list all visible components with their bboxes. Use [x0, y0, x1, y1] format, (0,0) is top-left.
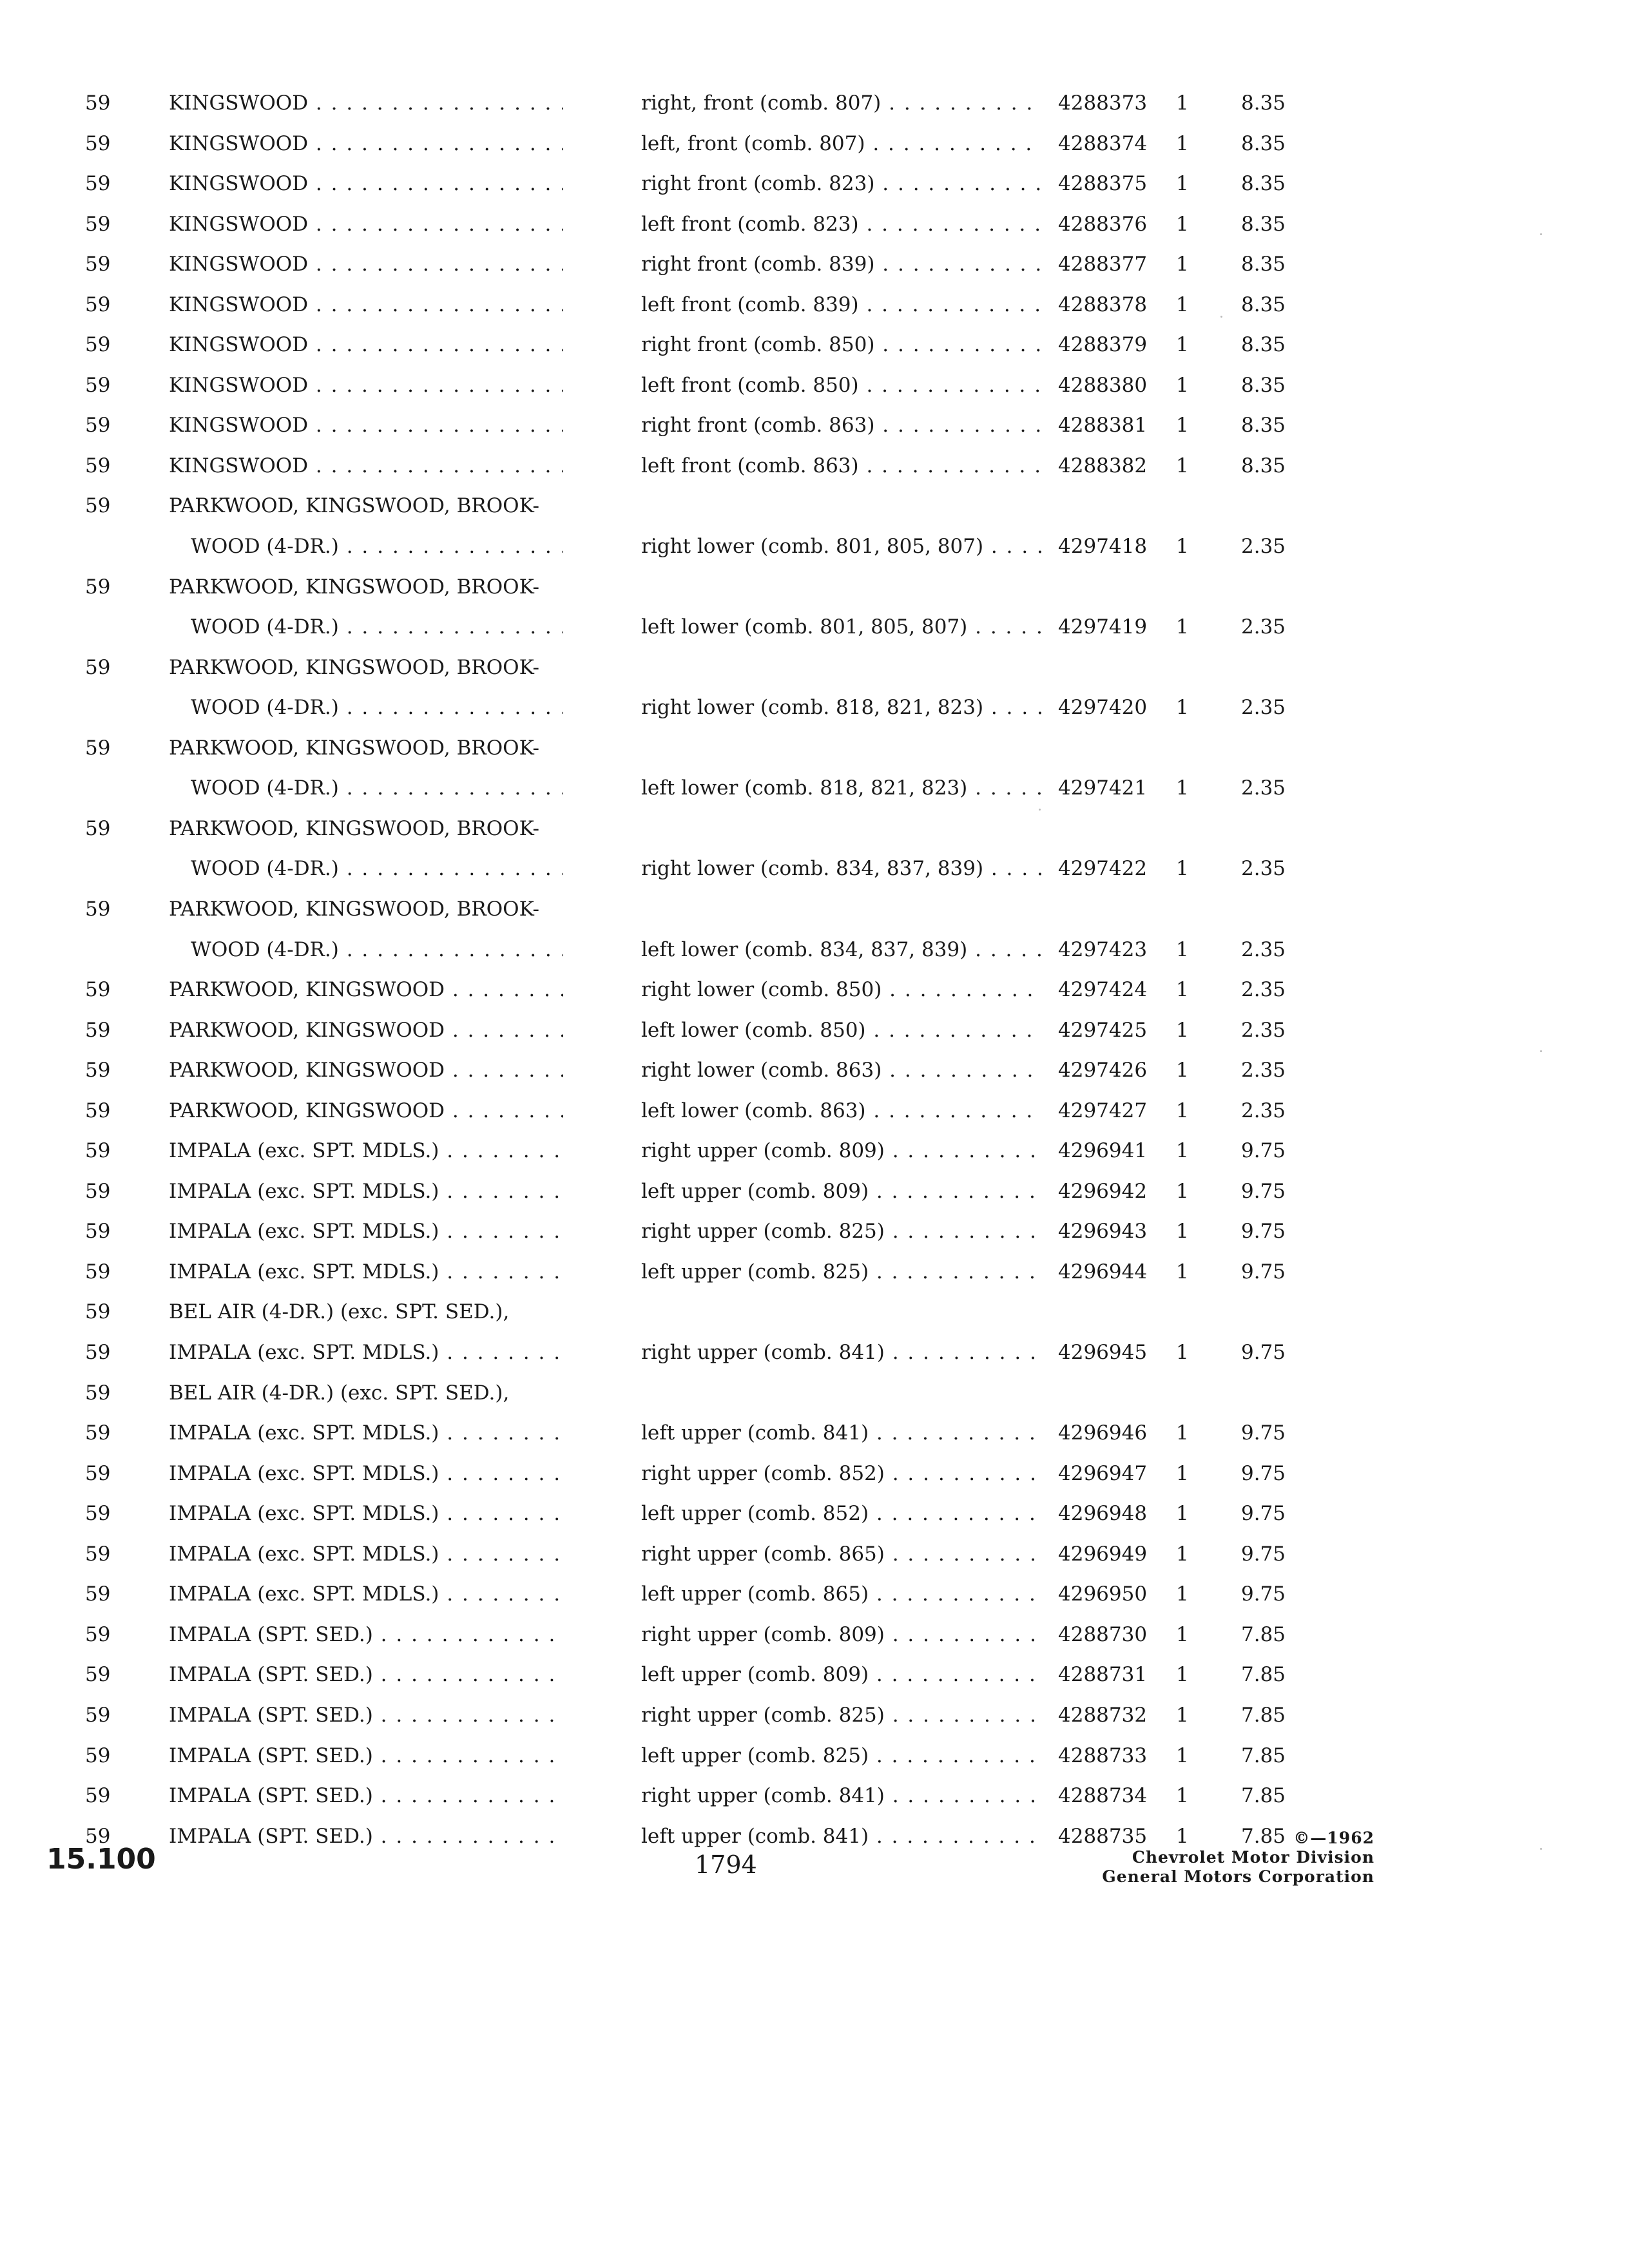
part-number-cell: 4297420	[1058, 696, 1148, 719]
parts-row	[0, 447, 1629, 485]
model-cell: PARKWOOD, KINGSWOOD . . .	[169, 1011, 563, 1050]
part-number-cell: 4288375	[1058, 172, 1148, 195]
model-cell: KINGSWOOD . . .	[169, 285, 563, 324]
year-cell: 59	[85, 817, 111, 840]
model-cell: IMPALA (exc. SPT. MDLS.) . . .	[169, 1575, 563, 1613]
price-cell: 9.75	[1241, 1421, 1286, 1445]
quantity-cell: 1	[1176, 1220, 1189, 1243]
model-cell: PARKWOOD, KINGSWOOD . . .	[169, 1051, 563, 1090]
quantity-cell: 1	[1176, 615, 1189, 639]
model-cell: IMPALA (SPT. SED.) . . .	[169, 1776, 563, 1815]
description-cell: right upper (comb. 809) . . .	[641, 1615, 1042, 1654]
parts-row	[0, 1575, 1629, 1613]
model-cell: IMPALA (exc. SPT. MDLS.) . . .	[169, 1333, 563, 1372]
year-cell: 59	[85, 1784, 111, 1807]
price-cell: 7.85	[1241, 1704, 1286, 1727]
part-number-cell: 4296943	[1058, 1220, 1148, 1243]
parts-row	[0, 325, 1629, 364]
year-cell: 59	[85, 253, 111, 276]
description-cell: left upper (comb. 841) . . .	[641, 1817, 1042, 1856]
parts-row	[0, 1172, 1629, 1211]
parts-row	[0, 688, 1629, 727]
part-number-cell: 4288735	[1058, 1825, 1148, 1848]
year-cell: 59	[85, 132, 111, 155]
quantity-cell: 1	[1176, 1059, 1189, 1082]
part-number-cell: 4296950	[1058, 1582, 1148, 1606]
quantity-cell: 1	[1176, 1542, 1189, 1566]
quantity-cell: 1	[1176, 1784, 1189, 1807]
description-cell: left upper (comb. 825) . . .	[641, 1253, 1042, 1291]
parts-row	[0, 1535, 1629, 1573]
quantity-cell: 1	[1176, 1623, 1189, 1646]
quantity-cell: 1	[1176, 776, 1189, 800]
price-cell: 8.35	[1241, 414, 1286, 437]
description-cell: left upper (comb. 841) . . .	[641, 1414, 1042, 1452]
description-cell: left upper (comb. 809) . . .	[641, 1655, 1042, 1694]
model-cell: BEL AIR (4-DR.) (exc. SPT. SED.),	[169, 1381, 510, 1405]
part-number-cell: 4297421	[1058, 776, 1148, 800]
part-number-cell: 4296947	[1058, 1462, 1148, 1485]
price-cell: 8.35	[1241, 253, 1286, 276]
scan-speck	[1220, 316, 1222, 318]
parts-row	[0, 1615, 1629, 1654]
parts-row	[0, 205, 1629, 244]
parts-row	[0, 1011, 1629, 1050]
parts-row	[0, 486, 1629, 525]
part-number-cell: 4288731	[1058, 1663, 1148, 1686]
price-cell: 7.85	[1241, 1744, 1286, 1767]
description-cell: right lower (comb. 863) . . .	[641, 1051, 1042, 1090]
model-cell: PARKWOOD, KINGSWOOD, BROOK-	[169, 575, 539, 599]
year-cell: 59	[85, 1260, 111, 1283]
model-cell: KINGSWOOD . . .	[169, 84, 563, 122]
description-cell: left, front (comb. 807) . . .	[641, 124, 1042, 163]
price-cell: 8.35	[1241, 333, 1286, 356]
quantity-cell: 1	[1176, 1663, 1189, 1686]
price-cell: 8.35	[1241, 132, 1286, 155]
corporation-name: General Motors Corporation	[1102, 1867, 1374, 1886]
year-cell: 59	[85, 293, 111, 316]
parts-row	[0, 1051, 1629, 1090]
quantity-cell: 1	[1176, 978, 1189, 1001]
parts-row	[0, 648, 1629, 687]
parts-row	[0, 1817, 1629, 1856]
year-cell: 59	[85, 333, 111, 356]
price-cell: 9.75	[1241, 1260, 1286, 1283]
year-cell: 59	[85, 1623, 111, 1646]
description-cell: left lower (comb. 834, 837, 839) . . .	[641, 930, 1042, 969]
price-cell: 8.35	[1241, 91, 1286, 115]
price-cell: 2.35	[1241, 1019, 1286, 1042]
quantity-cell: 1	[1176, 1502, 1189, 1525]
year-cell: 59	[85, 213, 111, 236]
description-cell: right upper (comb. 825) . . .	[641, 1212, 1042, 1251]
model-cell: IMPALA (SPT. SED.) . . .	[169, 1736, 563, 1775]
parts-row	[0, 1414, 1629, 1452]
model-cell: WOOD (4-DR.) . . .	[191, 608, 563, 646]
description-cell: left lower (comb. 801, 805, 807) . . .	[641, 608, 1042, 646]
description-cell: right lower (comb. 834, 837, 839) . . .	[641, 849, 1042, 888]
year-cell: 59	[85, 1059, 111, 1082]
parts-row	[0, 930, 1629, 969]
quantity-cell: 1	[1176, 1462, 1189, 1485]
part-number-cell: 4296944	[1058, 1260, 1148, 1283]
description-cell: right lower (comb. 801, 805, 807) . . .	[641, 527, 1042, 566]
price-cell: 8.35	[1241, 454, 1286, 477]
quantity-cell: 1	[1176, 374, 1189, 397]
part-number-cell: 4288730	[1058, 1623, 1148, 1646]
parts-row	[0, 1333, 1629, 1372]
model-cell: PARKWOOD, KINGSWOOD . . .	[169, 970, 563, 1009]
quantity-cell: 1	[1176, 1180, 1189, 1203]
description-cell: left front (comb. 839) . . .	[641, 285, 1042, 324]
parts-row	[0, 124, 1629, 163]
year-cell: 59	[85, 1421, 111, 1445]
year-cell: 59	[85, 898, 111, 921]
price-cell: 7.85	[1241, 1663, 1286, 1686]
price-cell: 9.75	[1241, 1582, 1286, 1606]
price-cell: 9.75	[1241, 1502, 1286, 1525]
price-cell: 8.35	[1241, 172, 1286, 195]
part-number-cell: 4297426	[1058, 1059, 1148, 1082]
year-cell: 59	[85, 1341, 111, 1364]
year-cell: 59	[85, 172, 111, 195]
year-cell: 59	[85, 656, 111, 679]
year-cell: 59	[85, 978, 111, 1001]
quantity-cell: 1	[1176, 132, 1189, 155]
parts-row	[0, 890, 1629, 928]
price-cell: 2.35	[1241, 978, 1286, 1001]
part-number-cell: 4296948	[1058, 1502, 1148, 1525]
quantity-cell: 1	[1176, 1260, 1189, 1283]
parts-row	[0, 1212, 1629, 1251]
model-cell: IMPALA (SPT. SED.) . . .	[169, 1655, 563, 1694]
price-cell: 7.85	[1241, 1623, 1286, 1646]
quantity-cell: 1	[1176, 1825, 1189, 1848]
parts-row	[0, 769, 1629, 807]
model-cell: WOOD (4-DR.) . . .	[191, 930, 563, 969]
year-cell: 59	[85, 736, 111, 760]
parts-row	[0, 1454, 1629, 1493]
price-cell: 9.75	[1241, 1220, 1286, 1243]
scan-speck	[1540, 233, 1542, 235]
parts-row	[0, 568, 1629, 606]
description-cell: right front (comb. 850) . . .	[641, 325, 1042, 364]
model-cell: KINGSWOOD . . .	[169, 325, 563, 364]
year-cell: 59	[85, 1139, 111, 1162]
model-cell: PARKWOOD, KINGSWOOD, BROOK-	[169, 817, 539, 840]
model-cell: KINGSWOOD . . .	[169, 447, 563, 485]
year-cell: 59	[85, 1180, 111, 1203]
model-cell: KINGSWOOD . . .	[169, 366, 563, 405]
price-cell: 9.75	[1241, 1341, 1286, 1364]
parts-row	[0, 1494, 1629, 1533]
model-cell: WOOD (4-DR.) . . .	[191, 769, 563, 807]
price-cell: 2.35	[1241, 1059, 1286, 1082]
quantity-cell: 1	[1176, 1341, 1189, 1364]
year-cell: 59	[85, 1704, 111, 1727]
quantity-cell: 1	[1176, 1704, 1189, 1727]
model-cell: IMPALA (SPT. SED.) . . .	[169, 1615, 563, 1654]
part-number-cell: 4288382	[1058, 454, 1148, 477]
part-number-cell: 4288381	[1058, 414, 1148, 437]
description-cell: left upper (comb. 825) . . .	[641, 1736, 1042, 1775]
part-number-cell: 4297427	[1058, 1099, 1148, 1122]
model-cell: WOOD (4-DR.) . . .	[191, 849, 563, 888]
description-cell: left lower (comb. 850) . . .	[641, 1011, 1042, 1050]
model-cell: PARKWOOD, KINGSWOOD, BROOK-	[169, 656, 539, 679]
quantity-cell: 1	[1176, 696, 1189, 719]
year-cell: 59	[85, 1220, 111, 1243]
parts-row	[0, 1655, 1629, 1694]
quantity-cell: 1	[1176, 91, 1189, 115]
quantity-cell: 1	[1176, 1099, 1189, 1122]
price-cell: 8.35	[1241, 213, 1286, 236]
price-cell: 9.75	[1241, 1542, 1286, 1566]
price-cell: 7.85	[1241, 1825, 1286, 1848]
quantity-cell: 1	[1176, 253, 1189, 276]
description-cell: left lower (comb. 818, 821, 823) . . .	[641, 769, 1042, 807]
year-cell: 59	[85, 1462, 111, 1485]
model-cell: KINGSWOOD . . .	[169, 124, 563, 163]
model-cell: IMPALA (exc. SPT. MDLS.) . . .	[169, 1212, 563, 1251]
parts-row	[0, 285, 1629, 324]
section-page-number: 15.100	[46, 1843, 156, 1876]
part-number-cell: 4288380	[1058, 374, 1148, 397]
parts-row	[0, 84, 1629, 122]
copyright-year: ©—1962	[1293, 1829, 1374, 1847]
year-cell: 59	[85, 1582, 111, 1606]
parts-row	[0, 1131, 1629, 1170]
quantity-cell: 1	[1176, 333, 1189, 356]
scan-speck	[1540, 1050, 1542, 1052]
part-number-cell: 4288373	[1058, 91, 1148, 115]
description-cell: left upper (comb. 865) . . .	[641, 1575, 1042, 1613]
description-cell: left front (comb. 850) . . .	[641, 366, 1042, 405]
parts-row	[0, 527, 1629, 566]
model-cell: IMPALA (exc. SPT. MDLS.) . . .	[169, 1131, 563, 1170]
price-cell: 9.75	[1241, 1462, 1286, 1485]
model-cell: KINGSWOOD . . .	[169, 406, 563, 445]
year-cell: 59	[85, 1019, 111, 1042]
model-cell: PARKWOOD, KINGSWOOD, BROOK-	[169, 494, 539, 517]
part-number-cell: 4297424	[1058, 978, 1148, 1001]
parts-row	[0, 1696, 1629, 1735]
part-number-cell: 4297422	[1058, 857, 1148, 880]
quantity-cell: 1	[1176, 414, 1189, 437]
part-number-cell: 4288733	[1058, 1744, 1148, 1767]
price-cell: 2.35	[1241, 938, 1286, 961]
model-cell: PARKWOOD, KINGSWOOD, BROOK-	[169, 898, 539, 921]
quantity-cell: 1	[1176, 857, 1189, 880]
parts-row	[0, 164, 1629, 203]
quantity-cell: 1	[1176, 938, 1189, 961]
quantity-cell: 1	[1176, 213, 1189, 236]
model-cell: KINGSWOOD . . .	[169, 245, 563, 284]
price-cell: 8.35	[1241, 293, 1286, 316]
part-number-cell: 4288378	[1058, 293, 1148, 316]
model-cell: IMPALA (exc. SPT. MDLS.) . . .	[169, 1454, 563, 1493]
price-cell: 2.35	[1241, 696, 1286, 719]
model-cell: WOOD (4-DR.) . . .	[191, 688, 563, 727]
description-cell: left upper (comb. 852) . . .	[641, 1494, 1042, 1533]
description-cell: right upper (comb. 865) . . .	[641, 1535, 1042, 1573]
year-cell: 59	[85, 1099, 111, 1122]
part-number-cell: 4297419	[1058, 615, 1148, 639]
price-cell: 2.35	[1241, 1099, 1286, 1122]
model-cell: WOOD (4-DR.) . . .	[191, 527, 563, 566]
model-cell: KINGSWOOD . . .	[169, 205, 563, 244]
price-cell: 8.35	[1241, 374, 1286, 397]
part-number-cell: 4297425	[1058, 1019, 1148, 1042]
parts-row	[0, 366, 1629, 405]
year-cell: 59	[85, 1744, 111, 1767]
parts-row	[0, 1374, 1629, 1412]
parts-row	[0, 608, 1629, 646]
part-number-cell: 4296942	[1058, 1180, 1148, 1203]
model-cell: KINGSWOOD . . .	[169, 164, 563, 203]
quantity-cell: 1	[1176, 172, 1189, 195]
parts-row	[0, 970, 1629, 1009]
description-cell: right upper (comb. 809) . . .	[641, 1131, 1042, 1170]
part-number-cell: 4296945	[1058, 1341, 1148, 1364]
quantity-cell: 1	[1176, 454, 1189, 477]
year-cell: 59	[85, 1381, 111, 1405]
year-cell: 59	[85, 1825, 111, 1848]
description-cell: right upper (comb. 841) . . .	[641, 1776, 1042, 1815]
scan-speck	[1039, 809, 1041, 811]
part-number-cell: 4297418	[1058, 535, 1148, 558]
price-cell: 7.85	[1241, 1784, 1286, 1807]
parts-row	[0, 1736, 1629, 1775]
folio-number: 1794	[695, 1850, 757, 1879]
model-cell: IMPALA (exc. SPT. MDLS.) . . .	[169, 1494, 563, 1533]
year-cell: 59	[85, 494, 111, 517]
year-cell: 59	[85, 454, 111, 477]
quantity-cell: 1	[1176, 535, 1189, 558]
model-cell: IMPALA (exc. SPT. MDLS.) . . .	[169, 1172, 563, 1211]
part-number-cell: 4296946	[1058, 1421, 1148, 1445]
part-number-cell: 4288374	[1058, 132, 1148, 155]
model-cell: IMPALA (exc. SPT. MDLS.) . . .	[169, 1414, 563, 1452]
part-number-cell: 4297423	[1058, 938, 1148, 961]
description-cell: right upper (comb. 825) . . .	[641, 1696, 1042, 1735]
scan-speck	[1540, 1848, 1542, 1850]
year-cell: 59	[85, 1300, 111, 1323]
part-number-cell: 4296949	[1058, 1542, 1148, 1566]
year-cell: 59	[85, 575, 111, 599]
description-cell: left front (comb. 863) . . .	[641, 447, 1042, 485]
description-cell: right, front (comb. 807) . . .	[641, 84, 1042, 122]
model-cell: IMPALA (exc. SPT. MDLS.) . . .	[169, 1253, 563, 1291]
part-number-cell: 4288379	[1058, 333, 1148, 356]
price-cell: 9.75	[1241, 1180, 1286, 1203]
part-number-cell: 4288377	[1058, 253, 1148, 276]
quantity-cell: 1	[1176, 1019, 1189, 1042]
description-cell: left front (comb. 823) . . .	[641, 205, 1042, 244]
copyright-block	[1102, 1829, 1374, 1887]
part-number-cell: 4296941	[1058, 1139, 1148, 1162]
parts-row	[0, 729, 1629, 767]
description-cell: right lower (comb. 850) . . .	[641, 970, 1042, 1009]
parts-row	[0, 1091, 1629, 1130]
model-cell: IMPALA (SPT. SED.) . . .	[169, 1817, 563, 1856]
parts-row	[0, 809, 1629, 848]
parts-row	[0, 1776, 1629, 1815]
description-cell: right upper (comb. 852) . . .	[641, 1454, 1042, 1493]
price-cell: 2.35	[1241, 857, 1286, 880]
quantity-cell: 1	[1176, 1582, 1189, 1606]
model-cell: IMPALA (exc. SPT. MDLS.) . . .	[169, 1535, 563, 1573]
price-cell: 2.35	[1241, 776, 1286, 800]
description-cell: right front (comb. 839) . . .	[641, 245, 1042, 284]
year-cell: 59	[85, 1542, 111, 1566]
price-cell: 2.35	[1241, 535, 1286, 558]
quantity-cell: 1	[1176, 293, 1189, 316]
year-cell: 59	[85, 1663, 111, 1686]
description-cell: right lower (comb. 818, 821, 823) . . .	[641, 688, 1042, 727]
year-cell: 59	[85, 374, 111, 397]
parts-row	[0, 406, 1629, 445]
quantity-cell: 1	[1176, 1744, 1189, 1767]
price-cell: 2.35	[1241, 615, 1286, 639]
model-cell: IMPALA (SPT. SED.) . . .	[169, 1696, 563, 1735]
year-cell: 59	[85, 1502, 111, 1525]
parts-row	[0, 1293, 1629, 1331]
description-cell: left lower (comb. 863) . . .	[641, 1091, 1042, 1130]
model-cell: PARKWOOD, KINGSWOOD . . .	[169, 1091, 563, 1130]
description-cell: right front (comb. 823) . . .	[641, 164, 1042, 203]
year-cell: 59	[85, 414, 111, 437]
model-cell: BEL AIR (4-DR.) (exc. SPT. SED.),	[169, 1300, 510, 1323]
price-cell: 9.75	[1241, 1139, 1286, 1162]
description-cell: right front (comb. 863) . . .	[641, 406, 1042, 445]
part-number-cell: 4288734	[1058, 1784, 1148, 1807]
parts-row	[0, 849, 1629, 888]
description-cell: left upper (comb. 809) . . .	[641, 1172, 1042, 1211]
part-number-cell: 4288376	[1058, 213, 1148, 236]
description-cell: right upper (comb. 841) . . .	[641, 1333, 1042, 1372]
quantity-cell: 1	[1176, 1139, 1189, 1162]
parts-row	[0, 245, 1629, 284]
division-name: Chevrolet Motor Division	[1132, 1848, 1374, 1867]
year-cell: 59	[85, 91, 111, 115]
parts-row	[0, 1253, 1629, 1291]
quantity-cell: 1	[1176, 1421, 1189, 1445]
model-cell: PARKWOOD, KINGSWOOD, BROOK-	[169, 736, 539, 760]
part-number-cell: 4288732	[1058, 1704, 1148, 1727]
